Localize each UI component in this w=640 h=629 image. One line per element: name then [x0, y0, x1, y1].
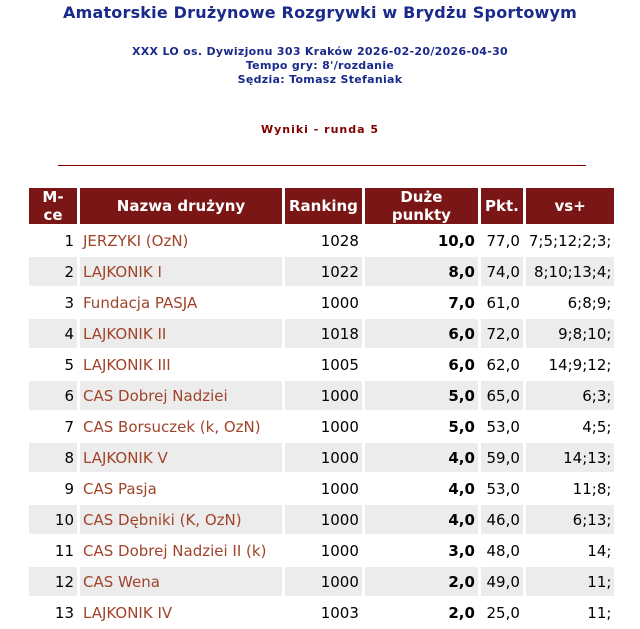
vs-cell: 11;8; [572, 479, 612, 498]
team-name-link[interactable]: CAS Dobrej Nadziei II (k) [83, 541, 267, 560]
vs-cell: 9;8;10; [526, 319, 615, 348]
points-cell: 59,0 [481, 443, 523, 472]
ranking-cell: 1028 [320, 231, 359, 250]
ranking-cell: 1003 [320, 603, 359, 622]
big-points-cell: 2,0 [448, 603, 475, 622]
points-cell: 49,0 [481, 567, 523, 596]
vs-cell: 6;3; [526, 381, 615, 410]
team-name-link[interactable]: LAJKONIK V [80, 443, 282, 472]
table-row [29, 474, 614, 503]
team-name-link[interactable]: CAS Wena [80, 567, 282, 596]
ranking-cell: 1000 [285, 443, 362, 472]
team-name-link[interactable]: LAJKONIK II [80, 319, 282, 348]
table-row [29, 350, 614, 379]
big-points-cell: 10,0 [437, 231, 475, 250]
position-cell: 13 [54, 603, 74, 622]
ranking-cell: 1000 [320, 541, 359, 560]
points-cell: 74,0 [481, 257, 523, 286]
table-row [29, 226, 614, 255]
vs-cell: 14; [587, 541, 612, 560]
table-row [29, 257, 614, 286]
big-points-cell: 2,0 [365, 567, 478, 596]
table-row [29, 288, 614, 317]
col-header-ranking: Ranking [285, 188, 362, 224]
position-cell: 3 [64, 293, 74, 312]
table-row [29, 536, 614, 565]
team-name-link[interactable]: Fundacja PASJA [83, 293, 198, 312]
col-header-vs: vs+ [526, 188, 615, 224]
ranking-cell: 1018 [285, 319, 362, 348]
table-row [29, 505, 614, 534]
position-cell: 8 [29, 443, 77, 472]
page-title: Amatorskie Drużynowe Rozgrywki w Brydżu Sportowym [63, 3, 577, 22]
vs-cell: 6;13; [526, 505, 615, 534]
vs-cell: 11; [526, 567, 615, 596]
points-cell: 25,0 [486, 603, 520, 622]
vs-cell: 14;9;12; [548, 355, 612, 374]
ranking-cell: 1005 [320, 355, 359, 374]
event-info: XXX LO os. Dywizjonu 303 Kraków 2026-02-20/2026-04-30 [131, 45, 508, 58]
ranking-cell: 1000 [320, 479, 359, 498]
big-points-cell: 4,0 [365, 505, 478, 534]
points-cell: 46,0 [481, 505, 523, 534]
ranking-cell: 1000 [320, 293, 359, 312]
ranking-cell: 1000 [285, 505, 362, 534]
team-name-link[interactable]: LAJKONIK IV [83, 603, 173, 622]
points-cell: 65,0 [481, 381, 523, 410]
team-name-link[interactable]: LAJKONIK III [83, 355, 171, 374]
table-header-row [29, 188, 614, 224]
big-points-cell: 5,0 [365, 381, 478, 410]
tempo-info: Tempo gry: 8'/rozdanie [245, 59, 395, 72]
vs-cell: 14;13; [526, 443, 615, 472]
points-cell: 62,0 [486, 355, 520, 374]
table-row [29, 381, 614, 410]
table-row [29, 567, 614, 596]
col-header-big-points: Duże punkty [365, 188, 478, 224]
ranking-cell: 1022 [285, 257, 362, 286]
position-cell: 1 [64, 231, 74, 250]
vs-cell: 4;5; [582, 417, 612, 436]
big-points-cell: 4,0 [448, 479, 475, 498]
table-row [29, 412, 614, 441]
points-cell: 77,0 [486, 231, 520, 250]
position-cell: 10 [29, 505, 77, 534]
big-points-cell: 7,0 [448, 293, 475, 312]
position-cell: 11 [54, 541, 74, 560]
position-cell: 12 [29, 567, 77, 596]
team-name-link[interactable]: CAS Pasja [83, 479, 157, 498]
position-cell: 6 [29, 381, 77, 410]
big-points-cell: 3,0 [448, 541, 475, 560]
points-cell: 53,0 [486, 417, 520, 436]
col-header-team-name: Nazwa drużyny [80, 188, 282, 224]
points-cell: 61,0 [486, 293, 520, 312]
team-name-link[interactable]: LAJKONIK I [80, 257, 282, 286]
col-header-points: Pkt. [481, 188, 523, 224]
big-points-cell: 8,0 [365, 257, 478, 286]
judge-info: Sędzia: Tomasz Stefaniak [237, 73, 403, 86]
points-cell: 53,0 [486, 479, 520, 498]
big-points-cell: 6,0 [448, 355, 475, 374]
points-cell: 48,0 [486, 541, 520, 560]
team-name-link[interactable]: CAS Dobrej Nadziei [80, 381, 282, 410]
team-name-link[interactable]: CAS Borsuczek (k, OzN) [83, 417, 261, 436]
divider [58, 165, 586, 166]
table-row [29, 443, 614, 472]
big-points-cell: 5,0 [448, 417, 475, 436]
position-cell: 4 [29, 319, 77, 348]
round-title: Wyniki - runda 5 [260, 123, 380, 136]
team-name-link[interactable]: JERZYKI (OzN) [83, 231, 189, 250]
vs-cell: 8;10;13;4; [526, 257, 615, 286]
big-points-cell: 4,0 [365, 443, 478, 472]
col-header-position: M-ce [29, 188, 77, 224]
results-table [26, 186, 617, 629]
vs-cell: 6;8;9; [567, 293, 612, 312]
vs-cell: 11; [587, 603, 612, 622]
position-cell: 7 [64, 417, 74, 436]
position-cell: 9 [64, 479, 74, 498]
vs-cell: 7;5;12;2;3; [528, 231, 612, 250]
table-row [29, 598, 614, 627]
big-points-cell: 6,0 [365, 319, 478, 348]
ranking-cell: 1000 [285, 567, 362, 596]
table-row [29, 319, 614, 348]
ranking-cell: 1000 [320, 417, 359, 436]
position-cell: 2 [29, 257, 77, 286]
points-cell: 72,0 [481, 319, 523, 348]
team-name-link[interactable]: CAS Dębniki (K, OzN) [80, 505, 282, 534]
ranking-cell: 1000 [285, 381, 362, 410]
position-cell: 5 [64, 355, 74, 374]
